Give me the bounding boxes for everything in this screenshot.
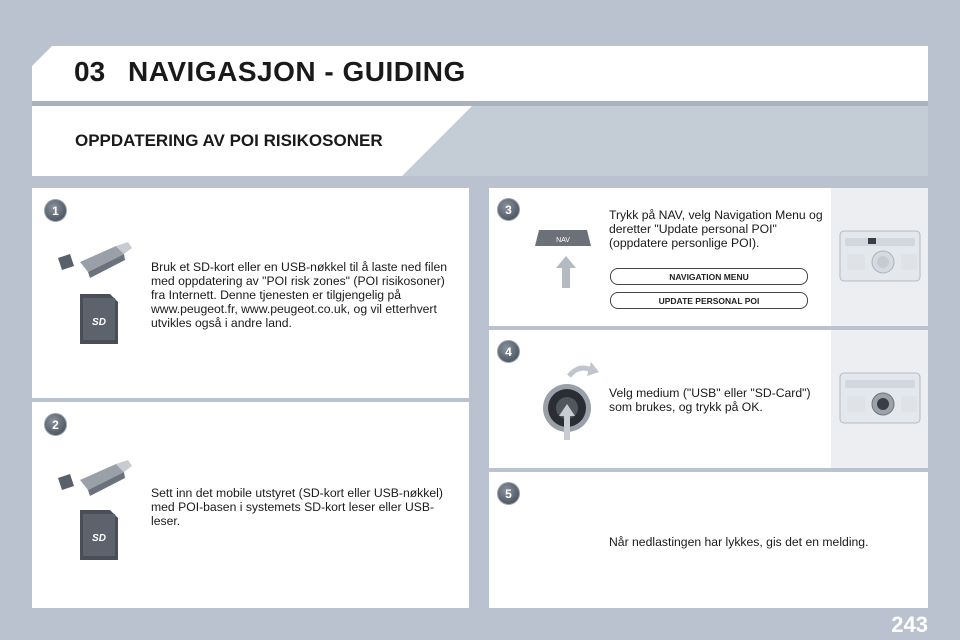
step-panel-5 xyxy=(489,472,928,608)
page-number: 243 xyxy=(891,612,928,637)
section-subtitle: OPPDATERING AV POI RISIKOSONER xyxy=(75,131,383,150)
sd-card-icon xyxy=(80,294,118,344)
step-text: Sett inn det mobile utstyret (SD-kort eller USB-nøkkel) med POI-basen i systemets SD-kort leser eller USB-leser. xyxy=(151,486,443,528)
step-panel-2 xyxy=(32,402,469,608)
nav-button-label: NAV xyxy=(556,237,570,244)
step-panel-3 xyxy=(489,188,928,326)
step-badge: 2 xyxy=(44,413,67,436)
usb-key-icon xyxy=(52,240,132,285)
radio-panel-icon xyxy=(839,372,921,424)
step-badge: 1 xyxy=(44,199,67,222)
sd-logo: SD xyxy=(92,317,106,328)
nav-button-icon xyxy=(533,226,595,288)
step-text: Trykk på NAV, velg Navigation Menu og deretter "Update personal POI" (oppdatere personlige POI). xyxy=(609,208,823,250)
step-badge: 4 xyxy=(497,340,520,363)
step-text: Når nedlastingen har lykkes, gis det en melding. xyxy=(609,535,869,549)
menu-item-update-personal-poi: UPDATE PERSONAL POI xyxy=(610,292,808,309)
step-badge: 5 xyxy=(497,482,520,505)
usb-key-icon xyxy=(52,454,132,499)
step-badge: 3 xyxy=(497,198,520,221)
sd-card-icon xyxy=(80,510,118,560)
section-number: 03 xyxy=(74,56,106,87)
sd-logo: SD xyxy=(92,533,106,544)
step-text: Velg medium ("USB" eller "SD-Card") som brukes, og trykk på OK. xyxy=(609,386,811,414)
step-panel-4 xyxy=(489,330,928,468)
radio-panel-icon xyxy=(839,230,921,282)
page-title: NAVIGASJON - GUIDING xyxy=(128,56,466,87)
menu-item-navigation-menu: NAVIGATION MENU xyxy=(610,268,808,285)
step-text: Bruk et SD-kort eller en USB-nøkkel til å laste ned filen med oppdatering av "POI risk zones" (POI risikosoner) fra Internett. Denne tjenesten er tilgjengelig på www.peugeot.fr, www.peugeot.co.uk, og vil etterhvert utvikles også i andre land. xyxy=(151,260,448,330)
step-panel-1 xyxy=(32,188,469,398)
rotary-knob-icon xyxy=(539,356,605,440)
